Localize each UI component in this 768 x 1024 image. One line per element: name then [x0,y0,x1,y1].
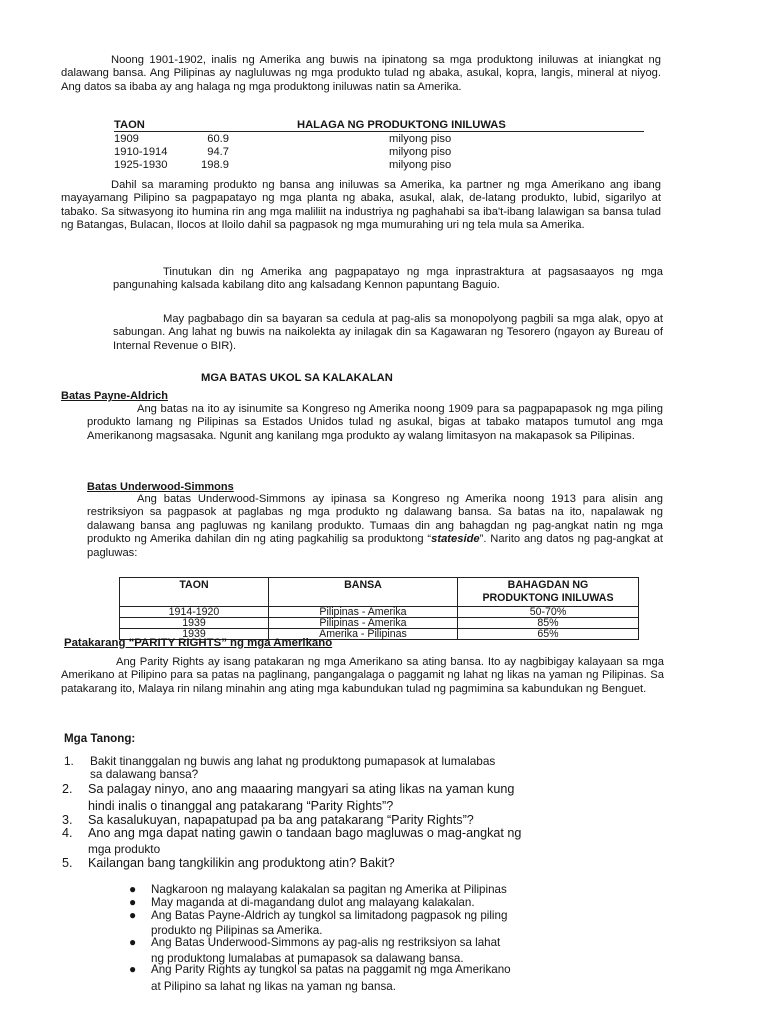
paragraph-2 [61,179,661,233]
questions-title: Mga Tanong: [64,732,136,745]
underwood-text-before: Ang batas Underwood-Simmons ay ipinasa sa Kongreso ng Amerika noong 1913 para alisin ang restriksiyon sa pagpasok at paglabas ng mga produkto ng dalawang bansa. Sa batas na ito, napalawak ng dalawang bansa ang pagluwas ng kanilang produkto. Tumaas din ang bahagdan ng pag-angkat natin ng mga produkto ng Amerika dahilan din ng ating pagkahilig sa produktong “ [87,493,663,546]
trade-share-col-share [458,578,639,607]
question-item-cont [88,799,393,814]
question-number: 4. [62,826,73,840]
bullet-text-cont: ng produktong lumalabas at pumapasok sa dalawang bansa. [151,952,464,965]
summary-bullet-cont [151,980,396,993]
question-text-cont: hindi inalis o tinanggal ang patakarang “Parity Rights”? [88,799,394,813]
bullet-icon: ● [129,895,137,909]
parity-rights-text: Ang Parity Rights ay isang patakaran ng mga Amerikano sa ating bansa. Ito ay nagbibigay kalayaan sa mga Amerikano at Pilipino para sa patas na paglinang, pangangalaga o paggamit ng lahat ng likas na yaman ng Pilipinas. Sa patakarang ito, Malaya rin nilang minahin ang ating mga kabundukan tulad ng pagmimina sa kabundukan ng Benguet. [61,656,664,695]
bullet-icon: ● [129,908,137,922]
paragraph-3 [113,266,663,293]
underwood-text-after: ”. Narito ang datos ng pag-angkat at pagluwas: [87,533,663,559]
section-title: MGA BATAS UKOL SA KALAKALAN [201,372,393,384]
summary-bullet [129,882,507,896]
trade-share-year: 1939 [120,618,269,629]
trade-share-col-year: TAON [120,578,269,607]
export-table-header [114,119,644,132]
export-unit: milyong piso [389,133,452,145]
bullet-text-cont: at Pilipino sa lahat ng likas na yaman ng bansa. [151,980,396,993]
export-value: 60.9 [207,133,229,145]
summary-bullet [129,962,511,976]
trade-share-col-share-line1: BAHAGDAN NG [507,579,589,591]
bullet-text: Nagkaroon ng malayang kalakalan sa pagitan ng Amerika at Pilipinas [151,883,507,896]
bullet-text: Ang Batas Underwood-Simmons ay pag-alis ng restriksiyon sa lahat [151,936,501,949]
question-text: Bakit tinanggalan ng buwis ang lahat ng produktong pumapasok at lumalabas [90,754,496,768]
trade-share-year: 1939 [120,629,269,640]
question-number: 1. [64,754,74,768]
question-item [62,856,395,871]
trade-share-table [119,577,639,640]
trade-share-country: Pilipinas - Amerika [269,618,458,629]
export-value: 198.9 [201,159,229,171]
bullet-text: Ang Batas Payne-Aldrich ay tungkol sa limitadong pagpasok ng piling [151,909,508,922]
trade-share-header-row [120,578,639,607]
bullet-text: May maganda at di-magandang dulot ang malayang kalakalan. [151,896,475,909]
intro-paragraph [61,54,661,94]
paragraph-4 [113,313,663,353]
underwood-simmons-paragraph [87,493,663,560]
question-number: 5. [62,856,73,870]
paragraph-2-text: Dahil sa maraming produkto ng bansa ang iniluwas sa Amerika, ka partner ng mga Amerikano ang ibang mayayamang Pilipino sa pagpapatayo ng mga planta ng abaka, asukal, alak, de-latang produkto, lubid, sigarilyo at tabako. Sa sitwasyong ito humina rin ang mga maliliit na industriya ng paghahabi sa iba't-ibang lalawigan sa bansa tulad ng Batangas, Bulacan, Ilocos at Iloilo dahil sa pagpasok ng mga mumurahing uri ng tela mula sa Amerika. [61,179,661,232]
question-number: 2. [62,782,73,796]
question-item-cont [88,842,160,857]
bullet-icon: ● [129,882,137,896]
question-number: 3. [62,813,73,827]
bullet-text-cont: produkto ng Pilipinas sa Amerika. [151,924,323,937]
question-text-cont: mga produkto [88,842,161,856]
parity-rights-paragraph [61,656,664,696]
paragraph-4-text: May pagbabago din sa bayaran sa cedula at pag-alis sa monopolyong pagbili sa mga alak, opyo at sabungan. Ang lahat ng buwis na naikolekta ay inilagak din sa Kagawaran ng Tesorero (ngayon ay Bureau of Internal Revenue o BIR). [113,313,663,352]
export-value: 94.7 [207,146,229,158]
question-text: Sa kasalukuyan, napapatupad pa ba ang patakarang “Parity Rights”? [88,813,474,827]
export-unit: milyong piso [389,159,452,171]
trade-share-year: 1914-1920 [120,607,269,618]
question-text: Kailangan bang tangkilikin ang produktong atin? Bakit? [88,856,395,870]
bullet-icon: ● [129,962,137,976]
stateside-emphasis: stateside [431,533,480,546]
payne-aldrich-heading: Batas Payne-Aldrich [61,390,168,402]
summary-bullet [129,935,501,949]
export-year: 1909 [114,133,139,145]
trade-share-col-country: BANSA [269,578,458,607]
bullet-icon: ● [129,935,137,949]
intro-text: Noong 1901-1902, inalis ng Amerika ang buwis na ipinatong sa mga produktong iniluwas at iniangkat ng dalawang bansa. Ang Pilipinas ay nagluluwas ng mga produkto tulad ng abaka, asukal, kopra, langis, mineral at niyog. Ang datos sa ibaba ay ang halaga ng mga produktong iniluwas natin sa Amerika. [61,54,661,93]
trade-share-value: 50-70% [458,607,639,618]
trade-share-value: 65% [458,629,639,640]
trade-share-country: Pilipinas - Amerika [269,607,458,618]
trade-share-value: 85% [458,618,639,629]
summary-bullet [129,908,508,922]
question-text: Ano ang mga dapat nating gawin o tandaan bago magluwas o mag-angkat ng [88,826,522,840]
export-unit: milyong piso [389,146,452,158]
question-item [62,782,514,797]
summary-bullet [129,895,475,909]
export-year: 1925-1930 [114,159,168,171]
question-text: Sa palagay ninyo, ano ang maaaring mangyari sa ating likas na yaman kung [88,782,515,796]
table-row [120,607,639,618]
question-text-cont: sa dalawang bansa? [90,767,199,782]
trade-share-country: Amerika - Pilipinas [269,629,458,640]
table-row [120,618,639,629]
underwood-simmons-heading: Batas Underwood-Simmons [87,481,234,493]
payne-aldrich-text: Ang batas na ito ay isinumite sa Kongreso ng Amerika noong 1909 para sa pagpapapasok ng mga piling produkto lamang ng Pilipinas sa Estados Unidos tulad ng asukal, bigas at tabako matapos tumutol ang mga Amerikanong magsasaka. Ngunit ang kanilang mga produkto ay walang limitasyon na makapasok sa Pilipinas. [87,403,663,442]
export-col-year: TAON [114,119,145,131]
payne-aldrich-paragraph [87,403,663,443]
parity-rights-heading: Patakarang “PARITY RIGHTS” ng mga Amerikano [64,637,333,649]
question-item [64,755,495,782]
export-col-value: HALAGA NG PRODUKTONG INILUWAS [297,119,506,131]
trade-share-col-share-line2: PRODUKTONG INILUWAS [482,592,614,604]
export-year: 1910-1914 [114,146,168,158]
question-item [62,826,521,841]
paragraph-3-text: Tinutukan din ng Amerika ang pagpapatayo ng mga inprastraktura at pagsasaayos ng mga pangunahing kalsada kabilang dito ang kalsadang Kennon papuntang Baguio. [113,266,663,292]
bullet-text: Ang Parity Rights ay tungkol sa patas na paggamit ng mga Amerikano [151,963,511,976]
